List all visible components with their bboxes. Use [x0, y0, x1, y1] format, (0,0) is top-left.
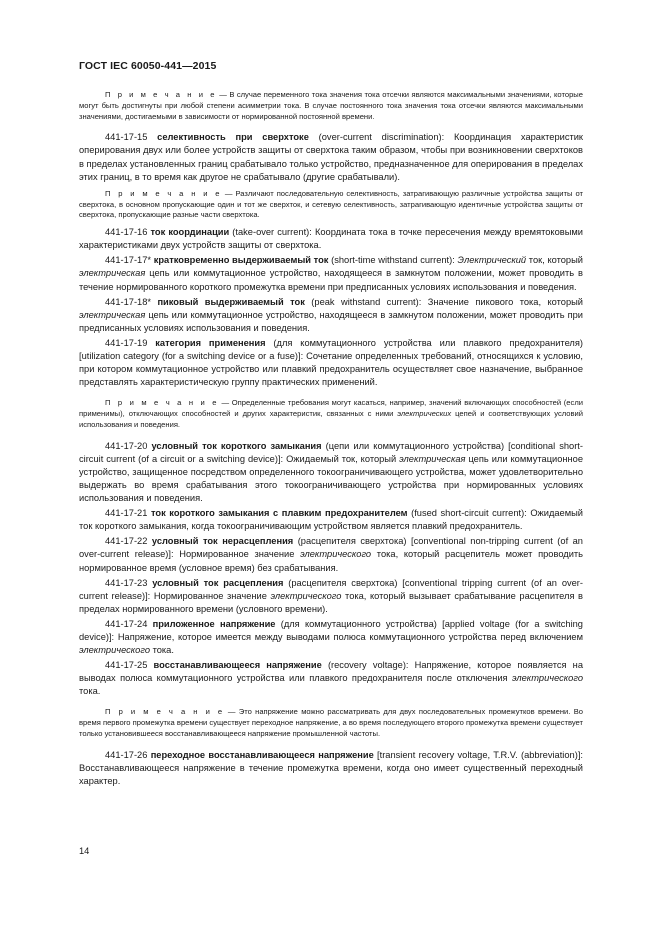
document-header: ГОСТ IEC 60050-441—2015: [79, 60, 217, 72]
term-entry-441-17-22: 441-17-22 условный ток нерасцепления (расцепителя сверхтока) [conventional non-tripping current (of an over-current release)]: Нормированное значение электрического тока, который расцепитель может проводить нормированное время (условное время) без срабатывания.: [79, 536, 584, 573]
note-label: П р и м е ч а н и е: [105, 188, 222, 198]
document-body: [79, 90, 583, 788]
term-name: условный ток расцепления: [152, 577, 284, 588]
term-entry-441-17-24: 441-17-24 приложенное напряжение (для коммутационного устройства) [applied voltage (for a switching device)]: Напряжение, которое имеется между выводами полюса коммутационного устройства перед включением электрического тока.: [79, 618, 583, 656]
note-paragraph: П р и м е ч а н и е — Это напряжение можно рассматривать для двух последовательных промежутков времени. Во время первого промежутка времени существует переходное напряжение, а во время последующего второго промежутка времени существует только установившееся восстанавливающееся напряжение промышленной частоты.: [79, 707, 584, 739]
term-entry-441-17-19: 441-17-19 категория применения (для коммутационного устройства или плавкого предохранителя) [utilization category (for a switching device or a fuse)]: Сочетание определенных требований, относящихся к условию, при котором коммутационное устройство или плавкий предохранитель осуществляет свое назначение, выбранное представлять характеристическую группу практических применений.: [79, 337, 583, 388]
term-name: кратковременно выдерживаемый ток: [153, 255, 329, 266]
note-paragraph: П р и м е ч а н и е — В случае переменного тока значения тока отсечки являются максимальными значениями, которые могут быть достигнуты при любой степени асимметрии тока. В случае постоянного тока значения тока отсечки являются максимальными значениями, достигаемыми в зависимости от нормированной постоянной времени.: [79, 90, 583, 121]
page-number: 14: [79, 846, 90, 856]
note-paragraph: П р и м е ч а н и е — Различают последовательную селективность, затрагивающую различные устройства защиты от сверхтока, в основном пропускающие один и тот же сверхток, и сетевую селективность, затрагивающую идентичные устройства защиты от сверхтока, пропускающие разные части сверхтока.: [79, 188, 584, 220]
term-entry-441-17-26: 441-17-26 переходное восстанавливающееся напряжение [transient recovery voltage, T.R.V. (abbreviation)]: Восстанавливающееся напряжение в течение промежутка времени, когда оно имеет существенный переходный характер.: [79, 749, 583, 787]
term-entry-441-17-21: 441-17-21 ток короткого замыкания с плавким предохранителем (fused short-circuit current): Ожидаемый ток короткого замыкания, когда токоограничивающим устройством является плавкий предохранитель.: [79, 508, 583, 532]
term-entry-441-17-25: 441-17-25 восстанавливающееся напряжение (recovery voltage): Напряжение, которое появляется на выводах полюса коммутационного устройства или плавкого предохранителя после отключения электрического тока.: [79, 660, 583, 697]
note-paragraph: П р и м е ч а н и е — Определенные требования могут касаться, например, значений включающих способностей (если применимы), отключающих способностей и других характеристик, связанных с ними электрических цепей и соответствующих условий использования и поведения.: [79, 398, 583, 429]
note-label: П р и м е ч а н и е: [105, 707, 225, 717]
term-entry-441-17-18: 441-17-18* пиковый выдерживаемый ток (peak withstand current): Значение пикового тока, который электрическая цепь или коммутационное устройство, находящееся в замкнутом положении, может проводить при предписанных условиях использования и поведения.: [79, 296, 583, 333]
term-entry-441-17-20: 441-17-20 условный ток короткого замыкания (цепи или коммутационного устройства) [conditional short-circuit current (of a circuit or a switching device)]: Ожидаемый ток, который электрическая цепь или коммутационное устройство, защищенное посредством определенного токоограничивающего устройства, может удовлетворительно выдержать во время срабатывания этого токоограничивающего устройства при нормированных условиях использования и поведения.: [79, 440, 583, 504]
term-name: категория применения: [155, 337, 266, 348]
term-name: селективность при сверхтоке: [157, 132, 309, 143]
term-name: пиковый выдерживаемый ток: [157, 296, 305, 307]
term-entry-441-17-23: 441-17-23 условный ток расцепления (расцепителя сверхтока) [conventional tripping current (of an over-current release)]: Нормированное значение электрического тока, который вызывает срабатывание расцепителя в пределах нормированного времени (условного времени).: [79, 577, 583, 614]
term-name: условный ток нерасцепления: [151, 536, 294, 547]
note-label: П р и м е ч а н и е: [105, 398, 219, 408]
term-name: ток координации: [150, 227, 230, 238]
note-label: П р и м е ч а н и е: [105, 90, 217, 99]
term-entry-441-17-15: 441-17-15 селективность при сверхтоке (over-current discrimination): Координация характеристик оперирования двух или более устройств защиты от сверхтока таким образом, чтобы при возникновении сверхтоков в пределах установленных границ срабатывало только устройство, предназначенное для оперирования в пределах этих границ, в то время как другое не срабатывало (другие срабатывали).: [79, 132, 584, 182]
term-name: условный ток короткого замыкания: [151, 440, 322, 451]
term-entry-441-17-17: 441-17-17* кратковременно выдерживаемый ток (short-time withstand current): Электрический ток, который электрическая цепь или коммутационное устройство, находящееся в замкнутом положении, может проводить в течение нормированного короткого промежутка времени при предписанных условиях использования и поведения.: [79, 255, 583, 292]
term-name: переходное восстанавливающееся напряжение: [150, 749, 374, 760]
term-name: ток короткого замыкания с плавким предохранителем: [150, 508, 408, 519]
term-name: приложенное напряжение: [152, 618, 276, 629]
term-entry-441-17-16: 441-17-16 ток координации (take-over current): Координата тока в точке пересечения между времятоковыми характеристиками двух устройств защиты от сверхтока.: [79, 227, 583, 251]
term-name: восстанавливающееся напряжение: [153, 660, 322, 671]
